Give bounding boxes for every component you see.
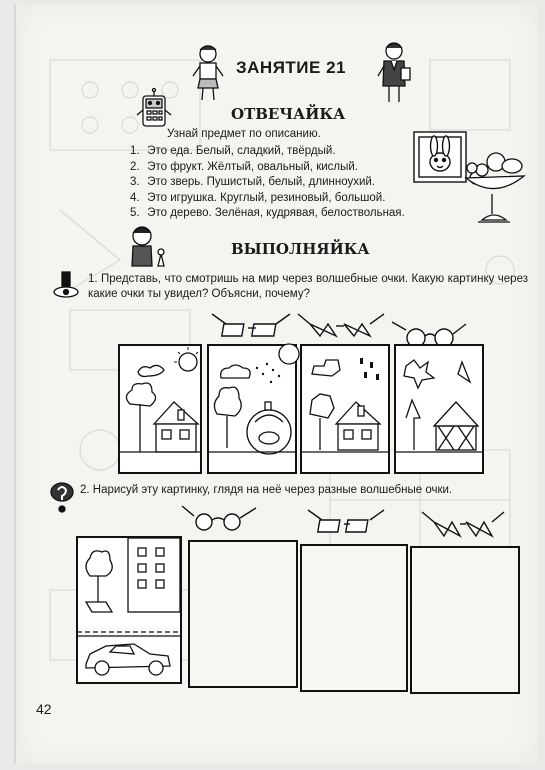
glasses-icon <box>210 312 294 342</box>
page-number: 42 <box>36 701 52 717</box>
source-picture <box>76 536 186 686</box>
drawing-area-1[interactable] <box>188 540 298 688</box>
glasses-icon <box>180 504 260 534</box>
robot-icon <box>134 88 176 130</box>
picture-panel-2 <box>207 344 301 476</box>
drawing-area-2[interactable] <box>300 544 408 692</box>
picture-panel-3 <box>300 344 394 476</box>
glasses-icon <box>306 508 386 538</box>
boy-icon <box>190 42 226 104</box>
task1-text: 1. Представь, что смотришь на мир через волшебные очки. Какую картинку через какие очки ты увидел? Объясни, почему? <box>88 273 528 300</box>
section-heading-vypolnyayka: ВЫПОЛНЯЙКА <box>231 240 370 258</box>
drawing-area-3[interactable] <box>410 546 520 694</box>
fruit-bowl-icon <box>462 148 526 234</box>
riddle-item: 4. Это игрушка. Круглый, резиновый, большой. <box>130 191 386 204</box>
lesson-title: ЗАНЯТИЕ 21 <box>236 58 346 77</box>
riddle-intro: Узнай предмет по описанию. <box>167 128 321 140</box>
glasses-icon <box>420 510 506 542</box>
picture-panel-4 <box>394 344 488 476</box>
riddle-item: 2. Это фрукт. Жёлтый, овальный, кислый. <box>130 160 358 173</box>
teacher-icon <box>376 40 412 106</box>
section-heading-otvechayka: ОТВЕЧАЙКА <box>231 105 346 123</box>
picture-frame-icon <box>412 130 468 186</box>
child-with-toy-icon <box>128 224 170 270</box>
task2-text: 2. Нарисуй эту картинку, глядя на неё через разные волшебные очки. <box>80 484 453 496</box>
riddle-item: 3. Это зверь. Пушистый, белый, длинноухий. <box>130 176 376 188</box>
glasses-icon <box>296 312 386 342</box>
exclamation-icon <box>52 272 80 300</box>
riddle-item: 5. Это дерево. Зелёная, кудрявая, белоствольная. <box>130 207 405 219</box>
question-icon <box>48 482 76 516</box>
riddle-list <box>130 144 405 222</box>
riddle-item: 1. Это еда. Белый, сладкий, твёрдый. <box>130 145 336 157</box>
